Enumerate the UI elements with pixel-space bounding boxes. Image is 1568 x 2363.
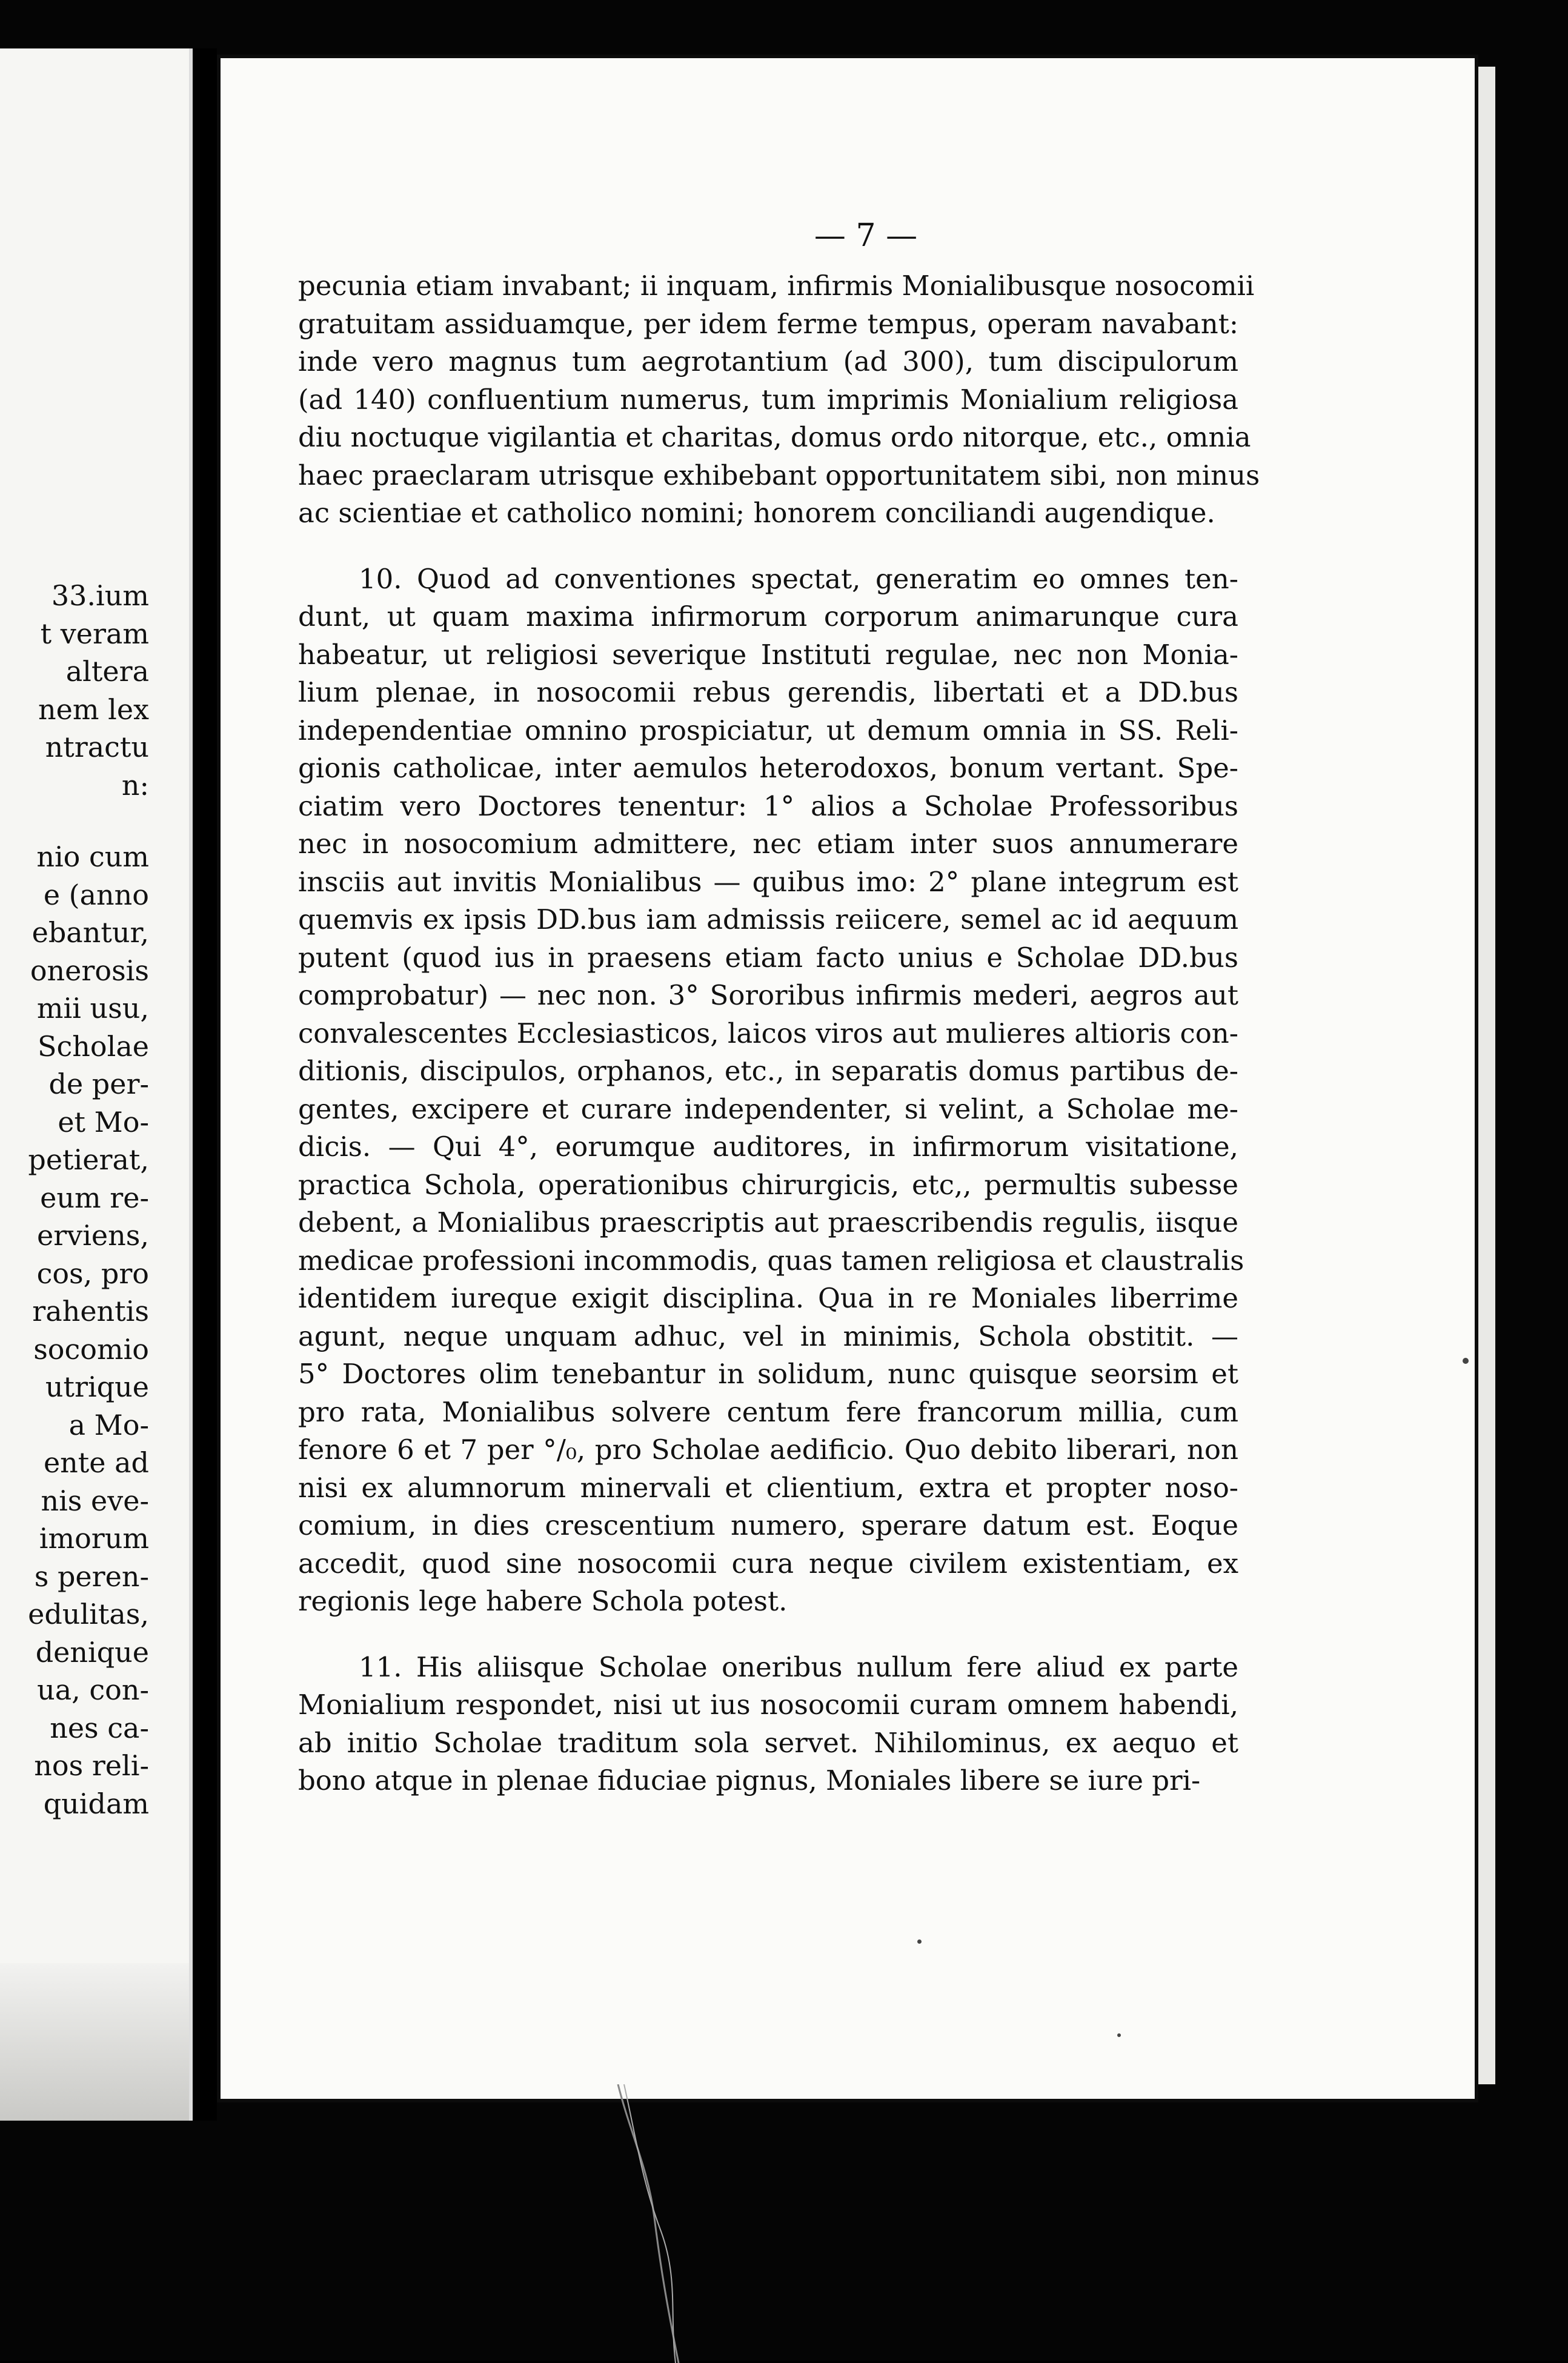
text-line: independentiae omnino prospiciatur, ut demum omnia in SS. Reli-: [298, 714, 1238, 746]
text-line: haec praeclaram utrisque exhibebant opportunitatem sibi, non minus: [298, 459, 1260, 491]
left-page-line: nis eve-: [41, 1484, 149, 1517]
text-line: practica Schola, operationibus chirurgicis, etc,, permultis subesse: [298, 1168, 1238, 1201]
text-line: nec in nosocomium admittere, nec etiam inter suos annumerare: [298, 828, 1238, 860]
left-page-line: mii usu,: [36, 992, 149, 1025]
text-line: diu noctuque vigilantia et charitas, domus ordo nitorque, etc., omnia: [298, 421, 1251, 453]
speck-mark: [1117, 2033, 1121, 2037]
text-line: Monialium respondet, nisi ut ius nosocomii curam omnem habendi,: [298, 1689, 1238, 1721]
text-line: insciis aut invitis Monialibus — quibus imo: 2° plane integrum est: [298, 865, 1238, 898]
left-page-line: ntractu: [45, 731, 149, 763]
left-page-line: cos, pro: [36, 1257, 149, 1290]
text-line: ditionis, discipulos, orphanos, etc., in separatis domus partibus de-: [298, 1055, 1238, 1087]
left-page-fragment: [0, 48, 193, 2121]
page-edge: [1478, 67, 1495, 2084]
text-line: habeatur, ut religiosi severique Instituti regulae, nec non Monia-: [298, 638, 1238, 671]
hair-artifact: [612, 2084, 685, 2363]
text-line: dunt, ut quam maxima infirmorum corporum animarunque cura: [298, 600, 1238, 633]
text-line: bono atque in plenae fiduciae pignus, Moniales libere se iure pri-: [298, 1764, 1201, 1796]
text-line: identidem iureque exigit disciplina. Qua in re Moniales liberrime: [298, 1282, 1238, 1314]
text-line: pecunia etiam invabant; ii inquam, infirmis Monialibusque nosocomii: [298, 270, 1255, 302]
paragraph-gap: [298, 1621, 1238, 1649]
left-page-line: ente ad: [43, 1446, 149, 1480]
left-page-line: erviens,: [37, 1219, 149, 1252]
text-line: inde vero magnus tum aegrotantium (ad 300), tum discipulorum: [298, 345, 1238, 377]
left-page-line: imorum: [39, 1522, 149, 1555]
text-line: comium, in dies crescentium numero, sperare datum est. Eoque: [298, 1509, 1238, 1541]
binding-shadow: [0, 1963, 189, 2121]
text-line: ciatim vero Doctores tenentur: 1° alios a Scholae Professoribus: [298, 789, 1238, 822]
text-line: comprobatur) — nec non. 3° Sororibus infirmis mederi, aegros aut: [298, 979, 1238, 1011]
text-line: dicis. — Qui 4°, eorumque auditores, in infirmorum visitatione,: [298, 1131, 1238, 1163]
text-line: ac scientiae et catholico nomini; honorem conciliandi augendique.: [298, 497, 1215, 529]
left-page-line: eum re-: [40, 1181, 149, 1214]
left-page-line: s peren-: [34, 1560, 149, 1593]
text-line: gratuitam assiduamque, per idem ferme tempus, operam navabant:: [298, 307, 1238, 340]
text-line: gionis catholicae, inter aemulos heterodoxos, bonum vertant. Spe-: [298, 752, 1238, 784]
text-line: putent (quod ius in praesens etiam facto unius e Scholae DD.bus: [298, 941, 1238, 974]
left-page-line: a Mo-: [68, 1408, 149, 1441]
left-page-line: nos reli-: [34, 1749, 149, 1783]
text-line: agunt, neque unquam adhuc, vel in minimis, Schola obstitit. —: [298, 1320, 1238, 1352]
text-line: medicae professioni incommodis, quas tamen religiosa et claustralis: [298, 1244, 1244, 1277]
text-line: pro rata, Monialibus solvere centum fere francorum millia, cum: [298, 1395, 1238, 1428]
text-line: nisi ex alumnorum minervali et clientium, extra et propter noso-: [298, 1471, 1238, 1504]
left-page-line: 33.ium: [51, 579, 149, 612]
left-page-line: socomio: [33, 1332, 149, 1366]
left-page-line: edulitas,: [28, 1598, 149, 1631]
text-line: debent, a Monialibus praescriptis aut praescribendis regulis, iisque: [298, 1206, 1238, 1238]
left-page-line: onerosis: [30, 954, 149, 987]
text-line: convalescentes Ecclesiasticos, laicos viros aut mulieres altioris con-: [298, 1017, 1238, 1049]
book-gutter: [193, 48, 217, 2121]
text-line: 11. His aliisque Scholae oneribus nullum fere aliud ex parte: [359, 1650, 1238, 1683]
left-page-line: nes ca-: [50, 1711, 149, 1744]
left-page-line: ebantur,: [32, 916, 149, 949]
left-page-line: n:: [121, 768, 149, 802]
text-line: ab initio Scholae traditum sola servet. Nihilominus, ex aequo et: [298, 1726, 1238, 1759]
text-line: (ad 140) confluentium numerus, tum imprimis Monialium religiosa: [298, 383, 1238, 416]
left-page-line: altera: [65, 655, 149, 688]
left-page-line: de per-: [48, 1068, 149, 1101]
left-page-line: e (anno: [43, 878, 149, 911]
text-line: fenore 6 et 7 per °/₀, pro Scholae aedificio. Quo debito liberari, non: [298, 1434, 1238, 1466]
text-line: 10. Quod ad conventiones spectat, generatim eo omnes ten-: [359, 562, 1238, 595]
text-line: lium plenae, in nosocomii rebus gerendis, libertati et a DD.bus: [298, 676, 1238, 708]
text-line: gentes, excipere et curare independenter, si velint, a Scholae me-: [298, 1092, 1238, 1125]
text-line: regionis lege habere Schola potest.: [298, 1585, 788, 1617]
body-text: [298, 267, 1260, 1800]
speck-mark: [1463, 1358, 1469, 1364]
left-page-line: rahentis: [32, 1295, 149, 1328]
text-line: 5° Doctores olim tenebantur in solidum, nunc quisque seorsim et: [298, 1358, 1238, 1390]
left-page-line: nio cum: [36, 840, 149, 874]
left-page-line: nem lex: [38, 693, 149, 726]
main-page: [217, 55, 1478, 2102]
left-page-line: petierat,: [28, 1143, 149, 1177]
text-line: accedit, quod sine nosocomii cura neque civilem existentiam, ex: [298, 1547, 1238, 1580]
left-page-line: denique: [35, 1635, 149, 1669]
speck-mark: [917, 1939, 922, 1944]
left-page-line: et Mo-: [58, 1105, 149, 1138]
left-page-line: utrique: [45, 1371, 149, 1404]
page-number: — 7 —: [814, 218, 918, 254]
left-page-line: Scholae: [38, 1029, 149, 1063]
text-line: quemvis ex ipsis DD.bus iam admissis reiicere, semel ac id aequum: [298, 903, 1238, 936]
paragraph-gap: [298, 533, 1238, 560]
left-page-line: quidam: [43, 1787, 149, 1820]
left-page-line: t veram: [40, 617, 149, 650]
left-page-line: ua, con-: [37, 1673, 149, 1707]
